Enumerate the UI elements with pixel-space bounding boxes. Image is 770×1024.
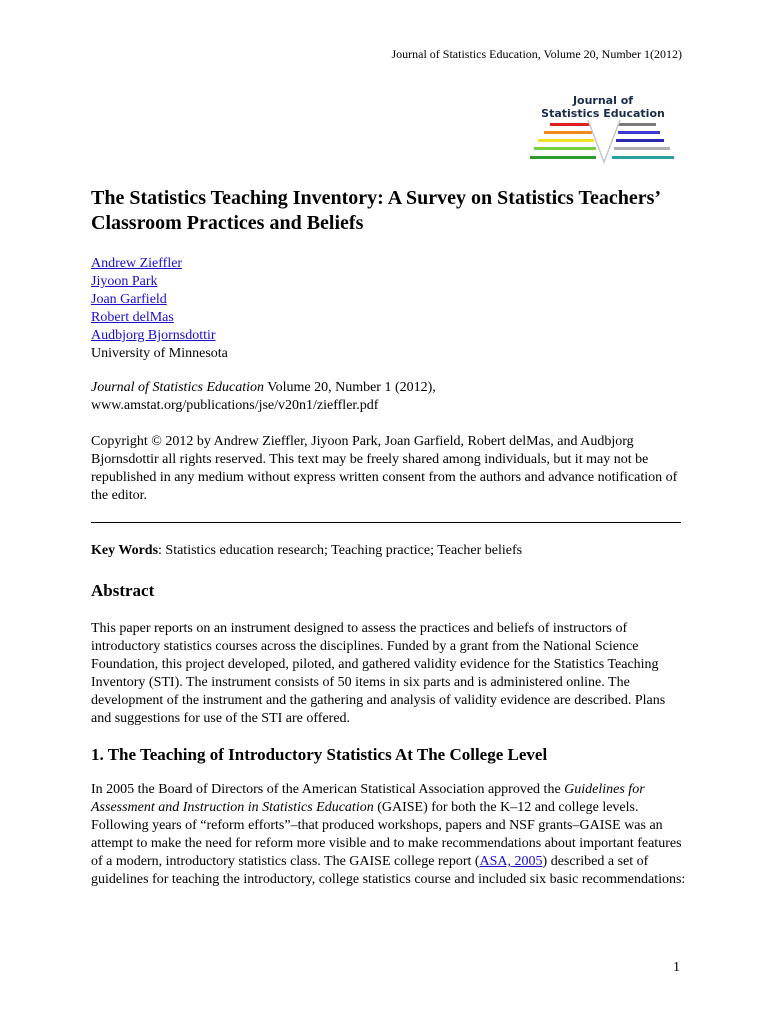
logo-bar-orange <box>544 131 592 134</box>
citation-journal: Journal of Statistics Education <box>91 380 265 395</box>
divider <box>91 522 681 523</box>
logo-bar-darkblue <box>616 139 664 142</box>
section-1-text-c: ) described a set of guidelines for teaching the introductory, college statistics course and included six basic recommendations: <box>91 854 686 887</box>
logo-bar-grey-top <box>618 123 656 126</box>
citation-url: www.amstat.org/publications/jse/v20n1/zieffler.pdf <box>91 398 379 413</box>
logo-bar-red <box>550 123 590 126</box>
logo-line1: Journal of <box>572 94 634 107</box>
citation <box>91 379 691 415</box>
logo-bar-green <box>530 156 596 159</box>
section-1-heading: 1. The Teaching of Introductory Statistics At The College Level <box>91 745 548 764</box>
logo-bar-lightgreen <box>534 147 596 150</box>
keywords <box>91 542 522 560</box>
logo-bars <box>530 120 674 162</box>
keywords-label: Key Words <box>91 543 159 558</box>
author-link[interactable]: Joan Garfield <box>91 292 167 307</box>
author-link[interactable]: Andrew Zieffler <box>91 256 183 271</box>
gaise-title: Guidelines for Assessment and Instruction in Statistics Education <box>91 782 645 815</box>
section-1-text-a: In 2005 the Board of Directors of the American Statistical Association approved the <box>91 782 565 797</box>
journal-logo <box>528 92 678 166</box>
logo-bar-yellow <box>538 139 594 142</box>
affiliation: University of Minnesota <box>91 346 228 361</box>
section-1-text-b: (GAISE) for both the K–12 and college levels. Following years of “reform efforts”–that produced workshops, papers and NSF grants–GAISE was an attempt to make the need for reform more visible and to make recommendations about important features of a modern, introductory statistics class. The GAISE college report ( <box>91 800 682 869</box>
page-number: 1 <box>673 960 680 975</box>
logo-bar-lightgrey <box>614 147 670 150</box>
asa-2005-reference-link[interactable]: ASA, 2005 <box>479 854 543 869</box>
abstract-heading: Abstract <box>91 581 155 600</box>
logo-line2: Statistics Education <box>541 107 665 120</box>
copyright-notice: Copyright © 2012 by Andrew Zieffler, Jiyoon Park, Joan Garfield, Robert delMas, and Audbjorg Bjornsdottir all rights reserved. This text may be freely shared among individuals, but it may not be republished in any medium without express written consent from the authors and advance notification of the editor. <box>91 434 678 503</box>
keywords-text: : Statistics education research; Teaching practice; Teacher beliefs <box>158 543 523 558</box>
paper-title: The Statistics Teaching Inventory: A Survey on Statistics Teachers’ Classroom Practices and Beliefs <box>91 187 660 234</box>
abstract-text: This paper reports on an instrument designed to assess the practices and beliefs of instructors of introductory statistics courses across the disciplines. Funded by a grant from the National Science Foundation, this project developed, piloted, and gathered validity evidence for the Statistics Teaching Inventory (STI). The instrument consists of 50 items in six parts and is administered online. The development of the instrument and the gathering and analysis of validity evidence are described. Plans and suggestions for use of the STI are offered. <box>91 621 666 726</box>
citation-volume: Volume 20, Number 1 (2012), <box>264 380 436 395</box>
author-list <box>91 255 228 363</box>
author-link[interactable]: Audbjorg Bjornsdottir <box>91 328 216 343</box>
section-1-paragraph <box>91 781 687 889</box>
logo-bar-teal <box>612 156 674 159</box>
running-head: Journal of Statistics Education, Volume 20, Number 1(2012) <box>391 47 682 61</box>
logo-bar-blue <box>618 131 660 134</box>
author-link[interactable]: Robert delMas <box>91 310 174 325</box>
author-link[interactable]: Jiyoon Park <box>91 274 158 289</box>
